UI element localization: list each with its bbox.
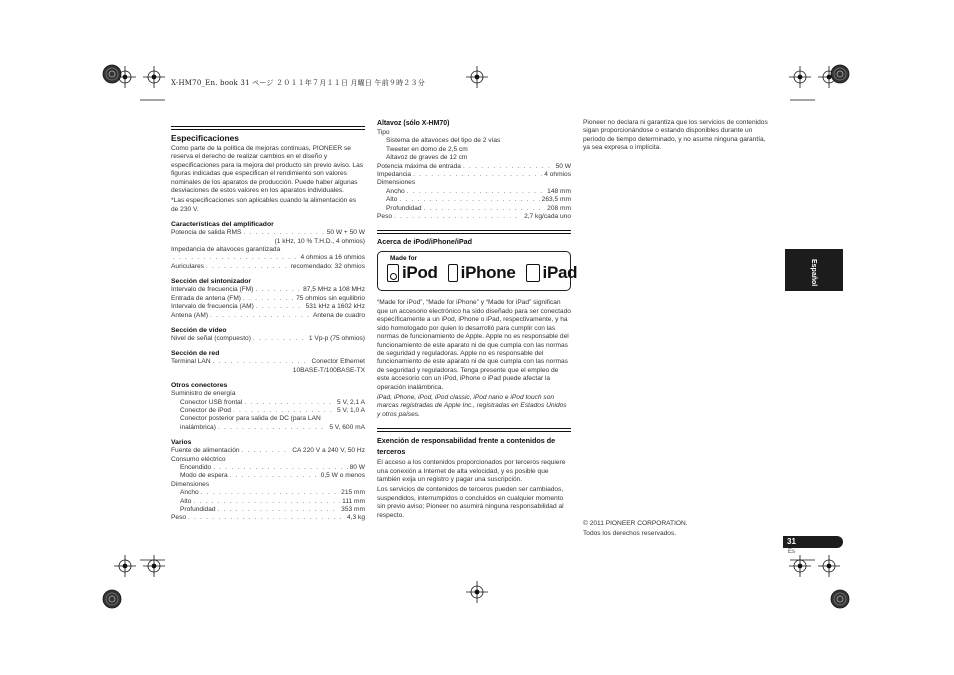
specs-note: *Las especificaciones son aplicables cuando la alimentación es de 230 V. bbox=[171, 197, 357, 213]
ipad-label: iPad bbox=[542, 263, 578, 283]
spec-row: Potencia de salida RMS . . . 50 W + 50 W bbox=[171, 229, 365, 237]
warranty-paragraph: Pioneer no declara ni garantiza que los servicios de contenidos sigan proporcionándose o estando disponibles durante un período de tiempo determinado, y no asume ninguna garantía, ya sea expresa o implícita. bbox=[583, 119, 768, 152]
speaker-ipod-column bbox=[377, 119, 578, 522]
spec-sub: 10BASE-T/100BASE-TX bbox=[292, 366, 365, 374]
spec-row: Nivel de señal (compuesto) . . . 1 Vp-p (75 ohmios) bbox=[171, 335, 365, 343]
section-rule bbox=[377, 230, 571, 234]
spec-label: Altavoz de graves de 12 cm bbox=[386, 154, 468, 162]
spec-label: Tipo bbox=[377, 129, 390, 136]
specs-title: Especificaciones bbox=[171, 133, 239, 143]
tuner-heading: Sección del sintonizador bbox=[171, 278, 252, 286]
specs-column bbox=[171, 126, 365, 523]
disclaimer-p2: Los servicios de contenidos de terceros pueden ser cambiados, suspendidos, interrumpidos o concluidos en cualquier momento sin previo aviso; Pioneer no asumirá ninguna responsabilidad al respecto. bbox=[377, 486, 564, 519]
ipod-icon bbox=[387, 264, 399, 282]
page-number: 31 bbox=[787, 537, 796, 546]
spec-row: inalámbrica) . . . 5 V, 600 mA bbox=[171, 424, 365, 432]
spec-row: Profundidad . . . 353 mm bbox=[171, 506, 365, 514]
ipod-label: iPod bbox=[402, 263, 438, 283]
spec-row: Entrada de antena (FM) . . . 75 ohmios sin equilibrio bbox=[171, 295, 365, 303]
spec-row: Terminal LAN . . . Conector Ethernet bbox=[171, 358, 365, 366]
misc-heading: Varios bbox=[171, 439, 192, 447]
spec-label: Impedancia de altavoces garantizada bbox=[171, 246, 281, 254]
spec-row: Ancho . . . 215 mm bbox=[171, 489, 365, 497]
copyright-line2: Todos los derechos reservados. bbox=[583, 530, 677, 537]
made-for-logo bbox=[377, 251, 578, 291]
spec-row: Conector USB frontal . . . 5 V, 2,1 A bbox=[171, 399, 365, 407]
spec-row: Antena (AM) . . . Antena de cuadro bbox=[171, 312, 365, 320]
spec-row: Conector de iPod . . . 5 V, 1,0 A bbox=[171, 407, 365, 415]
spec-row: Encendido . . . 80 W bbox=[171, 464, 365, 472]
section-rule bbox=[171, 126, 365, 130]
spec-row: Peso . . . 4,3 kg bbox=[171, 514, 365, 522]
speaker-heading: Altavoz (sólo X-HM70) bbox=[377, 120, 450, 127]
language-tab-label: Español bbox=[810, 259, 817, 287]
disclaimer-heading: Exención de responsabilidad frente a contenidos de terceros bbox=[377, 436, 556, 457]
spec-row: Alto . . . 263,5 mm bbox=[377, 196, 571, 204]
spec-row: Auriculares . . . recomendado: 32 ohmios bbox=[171, 263, 365, 271]
amp-heading: Características del amplificador bbox=[171, 221, 274, 229]
language-tab bbox=[785, 249, 843, 291]
spec-row: Profundidad . . . 208 mm bbox=[377, 205, 571, 213]
spec-row: Potencia máxima de entrada . . . 50 W bbox=[377, 163, 571, 171]
page-number-box bbox=[783, 536, 843, 548]
iphone-icon bbox=[448, 264, 458, 282]
copyright bbox=[583, 519, 688, 539]
third-column bbox=[583, 119, 773, 155]
network-heading: Sección de red bbox=[171, 350, 220, 358]
trademark-note: iPad, iPhone, iPod, iPod classic, iPod nano e iPod touch son marcas registradas de Apple Inc., registradas en Estados Unidos y otros países. bbox=[377, 393, 567, 418]
specs-intro: Como parte de la política de mejoras continuas, PIONEER se reserva el derecho de realizar cambios en el diseño y especificaciones para la mejora del producto sin previo aviso. Las figuras indicadas que especifican el rendimiento son valores nominales de los aparatos de producción. Puede haber algunas desviaciones de estos valores en los aparatos individuales. bbox=[171, 145, 364, 195]
spec-row: Modo de espera . . . 0,5 W o menos bbox=[171, 472, 365, 480]
spec-label: Dimensiones bbox=[171, 480, 210, 488]
spec-row: Ancho . . . 148 mm bbox=[377, 188, 571, 196]
ipod-body: “Made for iPod”, “Made for iPhone” y “Made for iPad” significan que un accesorio electrónico ha sido diseñado para ser conectado específicamente a un iPod, iPhone o iPad, respectivamente, y ha sido homologado por quien lo desarrolló para cumplir con las normas de funcionamiento de Apple. Apple no es responsable del funcionamiento de este aparato ni de que cumpla con las normas de seguridad y reguladoras. Apple no es responsable del funcionamiento de este aparato ni de que cumpla con las normas de seguridad y reguladoras. Tenga presente que el empleo de este accesorio con un iPod, iPhone o iPad puede afectar la operación inalámbrica. bbox=[377, 299, 571, 391]
spec-sub: (1 kHz, 10 % T.H.D., 4 ohmios) bbox=[274, 237, 365, 245]
spec-row: Peso . . . 2,7 kg/cada uno bbox=[377, 213, 571, 221]
spec-label: Dimensiones bbox=[377, 179, 416, 187]
page-language: Es bbox=[788, 549, 796, 555]
spec-row: Impedancia . . . 4 ohmios bbox=[377, 171, 571, 179]
disclaimer-p1: El acceso a los contenidos proporcionados por terceros requiere una conexión a Internet de alta velocidad, y es posible que también exija un registro y pagar una suscripción. bbox=[377, 459, 566, 483]
ipad-icon bbox=[526, 264, 540, 282]
spec-label: Tweeter en domo de 2,5 cm bbox=[386, 145, 468, 153]
iphone-label: iPhone bbox=[460, 263, 516, 283]
spec-row: Intervalo de frecuencia (AM) . . . 531 kHz a 1602 kHz bbox=[171, 303, 365, 311]
section-rule bbox=[377, 428, 571, 432]
video-heading: Sección de vídeo bbox=[171, 326, 227, 334]
ipod-heading: Acerca de iPod/iPhone/iPad bbox=[377, 237, 473, 247]
connectors-heading: Otros conectores bbox=[171, 382, 228, 390]
copyright-line1: © 2011 PIONEER CORPORATION. bbox=[583, 520, 688, 527]
spec-label: Sistema de altavoces del tipo de 2 vías bbox=[386, 137, 501, 145]
spec-label: Suministro de energía bbox=[171, 390, 236, 398]
made-for-label: Made for bbox=[390, 255, 418, 263]
spec-row: Intervalo de frecuencia (FM) . . . 87,5 MHz a 108 MHz bbox=[171, 286, 365, 294]
print-header: X-HM70_En. book 31 ページ ２０１１年７月１１日 月曜日 午前９時２３分 bbox=[171, 79, 425, 87]
spec-row: Fuente de alimentación . . . CA 220 V a 240 V, 50 Hz bbox=[171, 447, 365, 455]
spec-label: Consumo eléctrico bbox=[171, 455, 226, 463]
spec-row: . . . 4 ohmios a 16 ohmios bbox=[171, 254, 365, 262]
spec-row: Alto . . . 111 mm bbox=[171, 498, 365, 506]
spec-label: Conector posterior para salida de DC (para LAN bbox=[180, 415, 321, 423]
